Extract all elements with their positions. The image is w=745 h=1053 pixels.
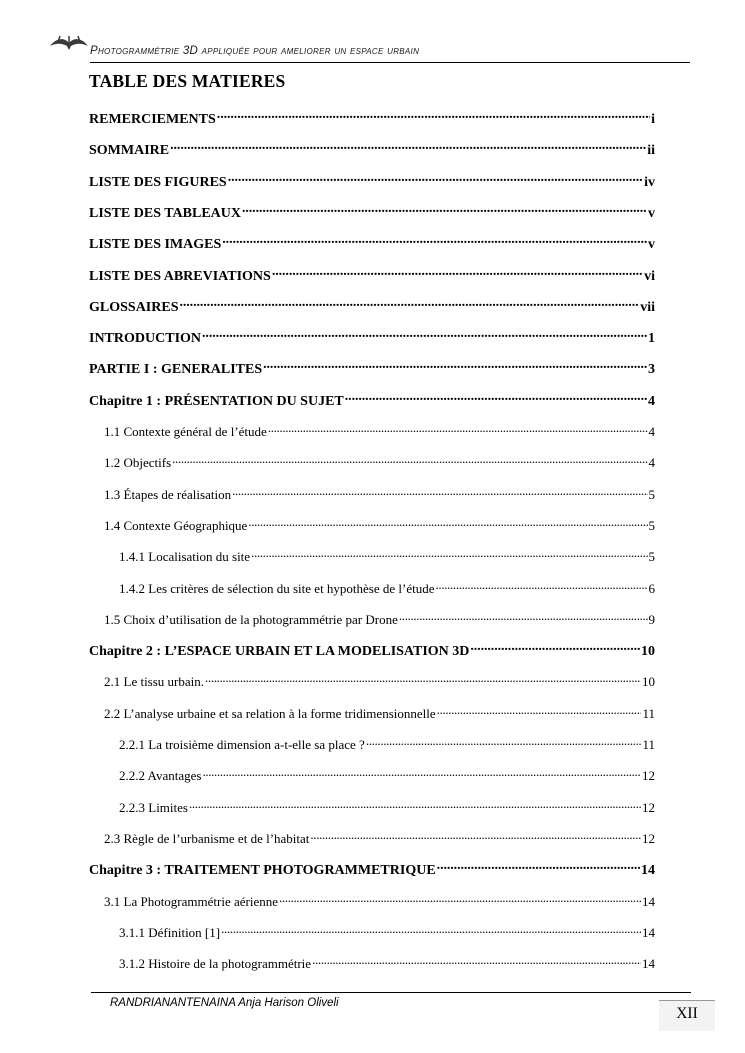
toc-entry-page: 3 (648, 362, 655, 378)
toc-entry-label: 2.2 L’analyse urbaine et sa relation à la forme tridimensionnelle (104, 705, 436, 721)
toc-entry-page: 14 (641, 863, 655, 879)
toc-dot-leader (470, 641, 640, 655)
toc-entry[interactable] (119, 579, 655, 597)
page-number: XII (676, 1005, 698, 1022)
toc-dot-leader (189, 798, 641, 812)
running-header-title: Photogrammétrie 3D appliquée pour ameliorer un espace urbain (90, 45, 420, 57)
toc-entry[interactable] (89, 140, 655, 158)
toc-dot-leader (248, 516, 647, 530)
toc-entry-page: 14 (642, 893, 655, 909)
toc-dot-leader (436, 579, 648, 593)
toc-entry-page: ii (647, 143, 655, 159)
toc-dot-leader (399, 610, 648, 624)
toc-entry[interactable] (89, 860, 655, 878)
toc-dot-leader (202, 766, 641, 780)
toc-title: TABLE DES MATIERES (89, 71, 286, 91)
toc-entry-page: 12 (642, 830, 655, 846)
toc-dot-leader (228, 172, 643, 186)
toc-entry-label: 3.1 La Photogrammétrie aérienne (104, 893, 278, 909)
toc-entry[interactable] (104, 672, 655, 690)
toc-dot-leader (366, 735, 642, 749)
toc-entry-label: 1.4.1 Localisation du site (119, 549, 251, 565)
toc-entry[interactable] (104, 892, 655, 910)
toc-entry[interactable] (89, 297, 655, 315)
toc-entry-label: LISTE DES IMAGES (89, 237, 222, 253)
toc-dot-leader (221, 923, 641, 937)
toc-entry[interactable] (89, 359, 655, 377)
toc-entry-page: 4 (648, 455, 655, 471)
toc-entry[interactable] (89, 234, 655, 252)
toc-entry-label: 1.1 Contexte général de l’étude (104, 424, 267, 439)
toc-entry-page: 11 (642, 705, 655, 721)
footer-author: RANDRIANANTENAINA Anja Harison Oliveli (110, 997, 339, 1009)
toc-dot-leader (263, 359, 647, 373)
toc-dot-leader (312, 954, 641, 968)
toc-entry[interactable] (119, 954, 655, 972)
toc-entry-page: 11 (642, 737, 655, 752)
toc-dot-leader (272, 266, 643, 280)
toc-entry-label: 1.3 Étapes de réalisation (104, 486, 232, 502)
toc-entry-label: 3.1.1 Définition [1] (119, 924, 221, 940)
toc-entry-label: 2.2.2 Avantages (119, 768, 202, 784)
toc-dot-leader (222, 234, 647, 248)
toc-entry-label: LISTE DES ABREVIATIONS (89, 268, 271, 284)
toc-entry-page: v (648, 205, 655, 221)
institution-logo-icon (48, 34, 90, 54)
toc-entry-page: 12 (642, 799, 655, 815)
toc-entry[interactable] (104, 610, 655, 628)
toc-entry-page: 12 (642, 768, 655, 784)
toc-entry-label: 2.3 Règle de l’urbanisme et de l’habitat (104, 830, 310, 846)
toc-dot-leader (172, 453, 647, 467)
toc-entry-page: 6 (648, 580, 655, 596)
toc-dot-leader (251, 547, 647, 561)
toc-entry[interactable] (89, 641, 655, 659)
toc-entry-page: 5 (648, 486, 655, 502)
toc-entry-label: PARTIE I : GENERALITES (89, 362, 263, 378)
toc-entry-page: i (651, 112, 655, 127)
toc-entry-label: 2.2.3 Limites (119, 799, 188, 815)
page-number-box (659, 1000, 715, 1031)
toc-entry-label: 3.1.2 Histoire de la photogrammétrie (119, 956, 312, 972)
toc-dot-leader (179, 297, 639, 311)
toc-entry[interactable] (104, 516, 655, 534)
toc-entry-page: 1 (648, 331, 655, 347)
toc-entry-label: Chapitre 3 : TRAITEMENT PHOTOGRAMMETRIQUE (89, 863, 436, 879)
footer-divider (91, 992, 691, 993)
toc-dot-leader (345, 391, 647, 405)
toc-entry[interactable] (89, 203, 655, 221)
header-divider (90, 62, 690, 63)
toc-entry-label: 1.4 Contexte Géographique (104, 517, 248, 533)
toc-entry-page: 9 (648, 611, 655, 627)
toc-entry-page: 4 (648, 393, 655, 409)
toc-entry-page: 5 (648, 549, 655, 565)
toc-entry-label: 1.5 Choix d’utilisation de la photogrammétrie par Drone (104, 611, 398, 627)
toc-entry-label: LISTE DES TABLEAUX (89, 205, 241, 221)
toc-dot-leader (170, 140, 646, 154)
toc-dot-leader (217, 109, 650, 123)
toc-entry-label: Chapitre 1 : PRÉSENTATION DU SUJET (89, 393, 344, 409)
toc-entry-page: 14 (642, 956, 655, 972)
toc-dot-leader (242, 203, 647, 217)
toc-entry-label: Chapitre 2 : L’ESPACE URBAIN ET LA MODELISATION 3D (89, 644, 470, 660)
toc-entry-page: 10 (642, 674, 655, 690)
toc-entry-label: SOMMAIRE (89, 143, 170, 159)
toc-dot-leader (202, 328, 647, 342)
toc-entry-page: vii (640, 299, 655, 315)
toc-entry-page: 5 (648, 517, 655, 533)
toc-dot-leader (279, 892, 641, 906)
toc-entry[interactable] (104, 485, 655, 503)
toc-dot-leader (437, 860, 640, 874)
toc-entry[interactable] (119, 766, 655, 784)
toc-dot-leader (310, 829, 641, 843)
toc-dot-leader (268, 422, 648, 436)
toc-entry-label: LISTE DES FIGURES (89, 174, 227, 190)
toc-entry[interactable] (104, 704, 655, 722)
toc-dot-leader (437, 704, 642, 718)
toc-entry-label: GLOSSAIRES (89, 299, 179, 315)
toc-entry[interactable] (89, 391, 655, 409)
toc-entry[interactable] (89, 172, 655, 190)
toc-entry-page: iv (644, 174, 655, 190)
toc-entry[interactable] (104, 829, 655, 847)
toc-entry[interactable] (104, 422, 655, 440)
toc-entry[interactable] (119, 798, 655, 816)
page-header (44, 30, 694, 66)
toc-dot-leader (205, 672, 641, 686)
toc-entry-page: vi (644, 268, 655, 284)
toc-entry-label: 1.2 Objectifs (104, 455, 172, 471)
toc-entry-label: 2.2.1 La troisième dimension a-t-elle sa place ? (119, 737, 365, 752)
toc-entry[interactable] (119, 547, 655, 565)
toc-entry-page: v (648, 237, 655, 253)
toc-entry-page: 14 (642, 924, 655, 940)
toc-entry-label: REMERCIEMENTS (89, 112, 216, 127)
toc-entry-page: 4 (648, 424, 655, 439)
toc-entry[interactable] (89, 109, 655, 127)
toc-entry[interactable] (89, 328, 655, 346)
toc-entry-page: 10 (641, 644, 655, 660)
toc-entry-label: INTRODUCTION (89, 331, 202, 347)
toc-entry[interactable] (89, 266, 655, 284)
toc-entry-label: 2.1 Le tissu urbain. (104, 674, 205, 690)
toc-entry[interactable] (104, 453, 655, 471)
toc-entry-label: 1.4.2 Les critères de sélection du site et hypothèse de l’étude (119, 580, 435, 596)
toc-dot-leader (232, 485, 647, 499)
toc-entry[interactable] (119, 923, 655, 941)
toc-entry[interactable] (119, 735, 655, 753)
